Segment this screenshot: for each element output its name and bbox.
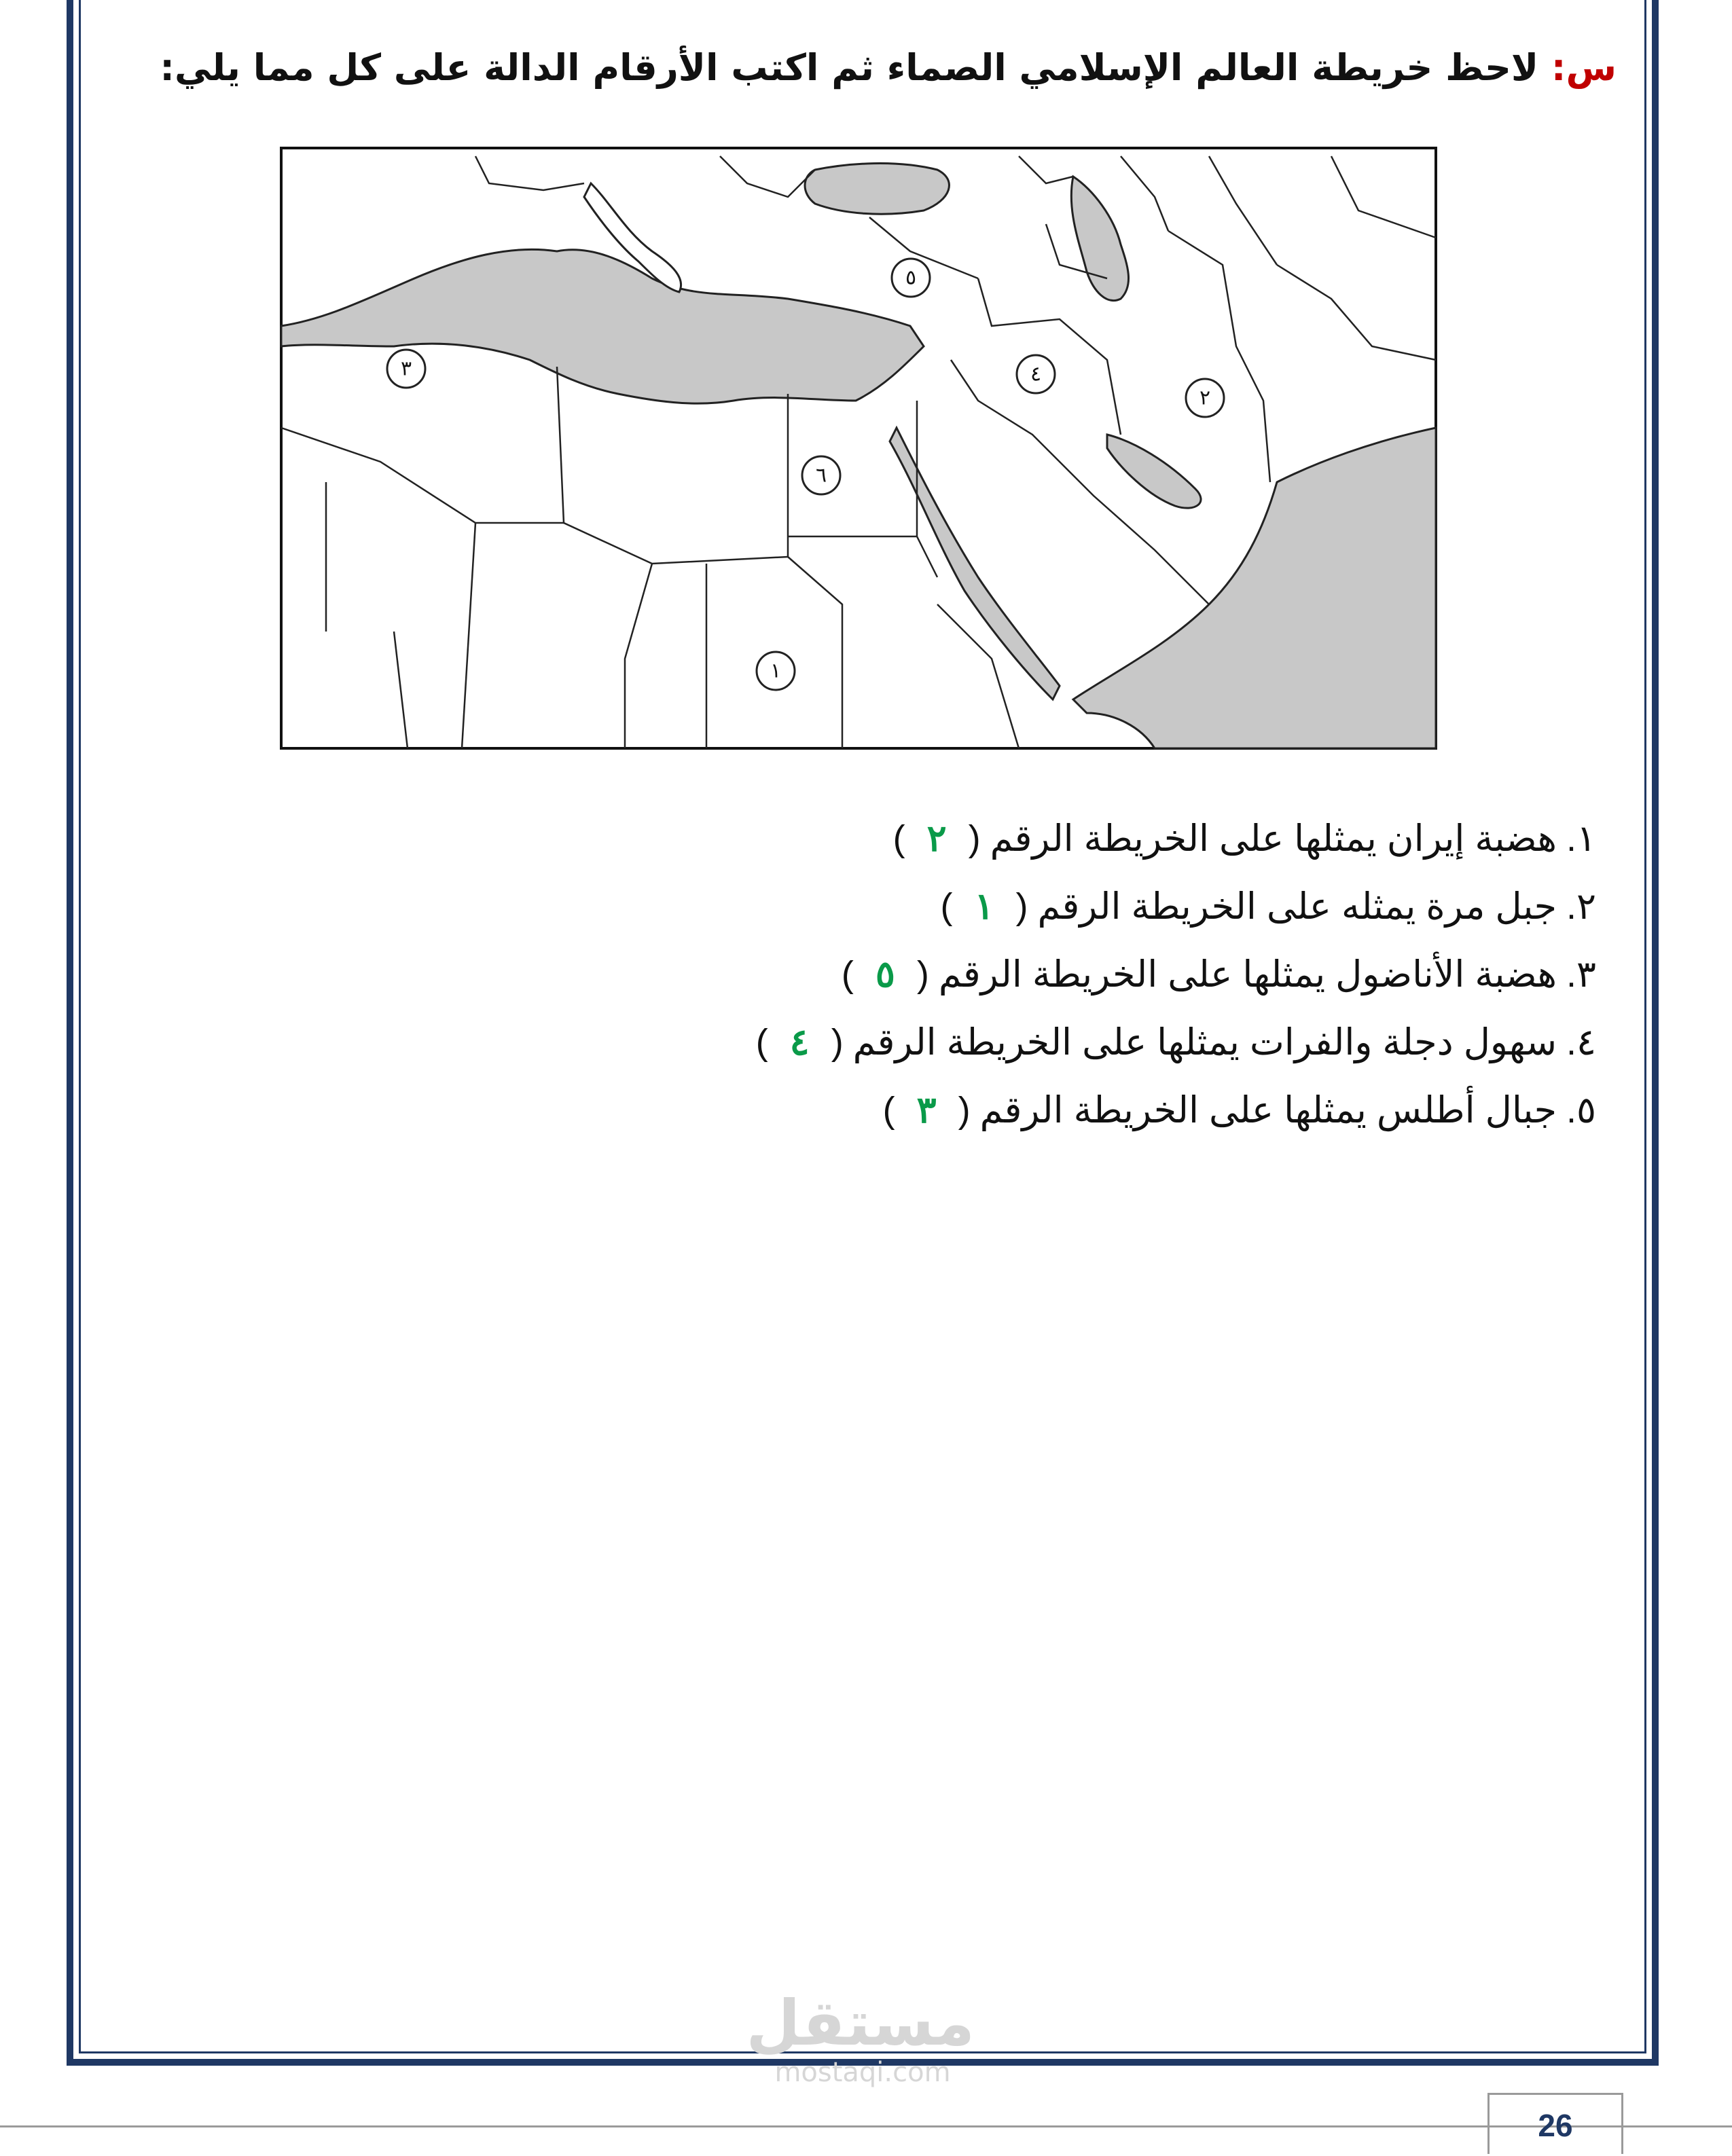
- item-text: جبل مرة يمثله على الخريطة الرقم: [1037, 886, 1557, 927]
- question-heading: [160, 46, 1617, 89]
- answer-item: [306, 940, 1596, 1008]
- paren-open: (: [1015, 886, 1028, 927]
- item-number: ٣.: [1566, 954, 1596, 995]
- watermark-arabic: مستقل: [746, 1987, 975, 2060]
- answer-list: [306, 805, 1596, 1144]
- paren-close: ): [882, 1090, 895, 1131]
- item-text: هضبة الأناضول يمثلها على الخريطة الرقم: [938, 954, 1557, 995]
- paren-close: ): [892, 818, 905, 859]
- answer-value: ١: [974, 886, 994, 927]
- paren-open: (: [831, 1022, 844, 1063]
- answer-item: [306, 1008, 1596, 1076]
- item-number: ٢.: [1566, 886, 1596, 927]
- answer-value: ٥: [875, 954, 895, 995]
- answer-item: [306, 805, 1596, 873]
- item-text: هضبة إيران يمثلها على الخريطة الرقم: [990, 818, 1557, 859]
- paren-close: ): [755, 1022, 768, 1063]
- answer-item: [306, 873, 1596, 940]
- map-label-2: ٢: [1199, 386, 1211, 410]
- map-label-5: ٥: [905, 266, 917, 290]
- blank-map: [272, 143, 1440, 758]
- item-number: ٤.: [1566, 1022, 1596, 1063]
- page-number: 26: [1487, 2093, 1623, 2154]
- paren-open: (: [968, 818, 981, 859]
- question-marker: س:: [1551, 46, 1617, 89]
- answer-value: ٢: [926, 818, 947, 859]
- map-label-4: ٤: [1030, 362, 1042, 386]
- watermark-latin: mostaqi.com: [774, 2057, 951, 2088]
- item-number: ١.: [1566, 818, 1596, 859]
- paren-close: ): [841, 954, 854, 995]
- question-text: لاحظ خريطة العالم الإسلامي الصماء ثم اكتب الأرقام الدالة على كل مما يلي:: [160, 46, 1551, 89]
- paren-open: (: [958, 1090, 971, 1131]
- answer-value: ٤: [789, 1022, 810, 1063]
- watermark-logo: [746, 1987, 975, 2088]
- map-label-6: ٦: [815, 463, 827, 488]
- answer-item: [306, 1076, 1596, 1144]
- item-text: جبال أطلس يمثلها على الخريطة الرقم: [979, 1090, 1557, 1131]
- answer-value: ٣: [916, 1090, 937, 1131]
- item-number: ٥.: [1566, 1090, 1596, 1131]
- map-label-1: ١: [770, 659, 782, 683]
- map-label-3: ٣: [400, 357, 412, 381]
- footer-divider: [0, 2125, 1732, 2127]
- item-text: سهول دجلة والفرات يمثلها على الخريطة الرقم: [852, 1022, 1557, 1063]
- paren-open: (: [916, 954, 929, 995]
- paren-close: ): [940, 886, 953, 927]
